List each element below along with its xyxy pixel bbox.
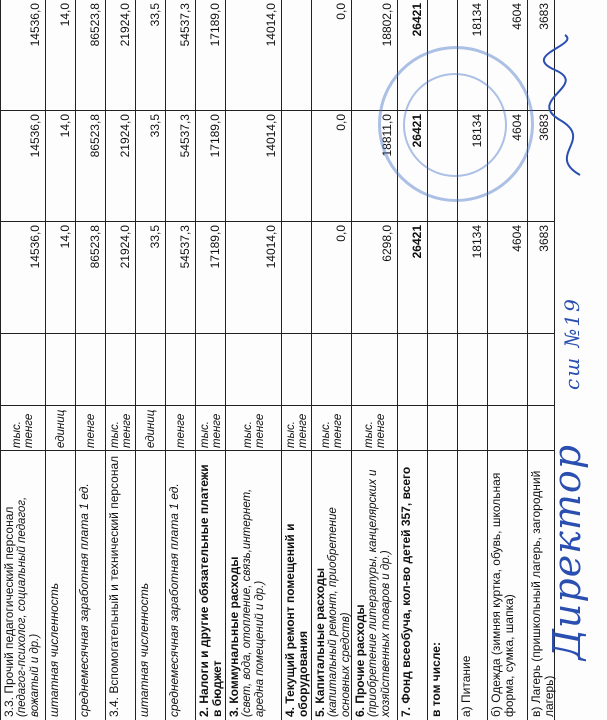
value-cell: 33,5 xyxy=(136,110,165,221)
unit-cell: тенге xyxy=(166,405,195,450)
row-label-cell xyxy=(136,450,165,720)
value-cell: 18802,0 xyxy=(380,3,394,47)
value-cell: 6298,0 xyxy=(352,221,397,333)
table-row xyxy=(312,0,352,720)
unit-cell xyxy=(428,405,457,450)
value-cell xyxy=(282,221,311,333)
value-cell: 14,0 xyxy=(46,221,75,333)
value-cell xyxy=(282,0,311,110)
value-cell: 86523,8 xyxy=(76,221,105,333)
value-cell xyxy=(282,110,311,221)
row-label: 3.3. Прочий педагогический персонал xyxy=(2,506,16,717)
row-label-cell xyxy=(226,450,281,720)
unit-cell: единиц xyxy=(46,405,75,450)
official-stamp xyxy=(378,46,534,202)
school-note: сш №19 xyxy=(560,297,584,390)
row-label: среднемесячная заработная плата 1 ед. xyxy=(167,483,181,717)
empty-cell xyxy=(282,333,311,405)
row-label: а) Питание xyxy=(459,655,473,717)
director-signature-text: Директор xyxy=(545,443,589,660)
unit-cell xyxy=(398,405,427,450)
value-cell: 18811,0 xyxy=(352,110,397,221)
row-label-cell xyxy=(196,450,225,720)
signature-scribble xyxy=(540,30,600,180)
row-label-cell xyxy=(488,450,527,720)
value-cell: 14,0 xyxy=(46,110,75,221)
empty-cell xyxy=(46,333,75,405)
value-cell: 54537,3 xyxy=(166,110,195,221)
value-cell: 3683 xyxy=(528,110,554,221)
value-cell: 21924,0 xyxy=(106,221,135,333)
row-label-cell xyxy=(428,450,457,720)
value-cell: 14014,0 xyxy=(264,3,278,47)
value-cell: 0,0 xyxy=(312,110,351,221)
row-label-cell xyxy=(166,450,195,720)
unit-cell xyxy=(458,405,487,450)
value-cell: 26421 xyxy=(410,3,424,37)
value-cell: 26421 xyxy=(398,221,427,333)
value-cell: 4604 xyxy=(488,221,527,333)
row-label-cell xyxy=(106,450,135,720)
row-label: в том числе: xyxy=(429,642,443,717)
row-label: 6. Прочие расходы xyxy=(353,604,367,717)
value-cell: 18134 xyxy=(458,221,487,333)
unit-cell: тыс. тенге xyxy=(226,405,281,450)
row-label-cell xyxy=(458,450,487,720)
value-cell: 0,0 xyxy=(312,221,351,333)
table-row xyxy=(226,0,282,720)
value-cell: 21924,0 xyxy=(106,110,135,221)
empty-cell xyxy=(136,333,165,405)
row-label-cell xyxy=(46,450,75,720)
unit-cell: тыс. тенге xyxy=(196,405,225,450)
unit-cell xyxy=(488,405,527,450)
value-cell xyxy=(428,221,457,333)
value-cell: 14536,0 xyxy=(28,3,42,47)
value-cell: 26421 xyxy=(398,110,427,221)
empty-cell xyxy=(166,333,195,405)
value-cell: 14014,0 xyxy=(226,110,281,221)
unit-cell: тыс. тенге xyxy=(352,405,397,450)
empty-cell xyxy=(528,333,554,405)
value-cell: 33,5 xyxy=(148,3,162,27)
table-row xyxy=(196,0,226,720)
row-label: 3.4. Вспомогательный и технический персонал xyxy=(107,455,121,717)
table-row xyxy=(1,0,46,720)
row-label-cell xyxy=(282,450,311,720)
table-row xyxy=(166,0,196,720)
empty-cell xyxy=(76,333,105,405)
value-cell: 54537,3 xyxy=(166,221,195,333)
row-sublabel: (капитальный ремонт, приобретение основных средств) xyxy=(327,507,352,717)
value-cell: 0,0 xyxy=(334,3,348,20)
row-sublabel: (приобретение литературы, канцелярских и хозяйственных товаров и др.) xyxy=(367,469,392,717)
empty-cell xyxy=(428,333,457,405)
value-cell: 3683 xyxy=(528,221,554,333)
table-row xyxy=(46,0,76,720)
row-sublabel: (свет, вода, отопление, связь,интернет, аредна помещений и др.) xyxy=(241,488,266,717)
empty-cell xyxy=(488,333,527,405)
value-cell: 17189,0 xyxy=(196,110,225,221)
unit-cell: тыс. тенге xyxy=(312,405,351,450)
unit-cell: тыс. тенге xyxy=(1,405,45,450)
value-cell: 14,0 xyxy=(58,3,72,27)
empty-cell xyxy=(312,333,351,405)
row-label-cell xyxy=(312,450,351,720)
value-cell: 86523,8 xyxy=(88,3,102,47)
row-label: 4. Текущий ремонт помещений и оборудования xyxy=(283,523,310,717)
row-label: в) Лагерь (пришкольный лагерь, загородний лагерь) xyxy=(529,470,556,717)
row-label: 5. Капитальные расходы xyxy=(313,567,327,717)
unit-cell: тенге xyxy=(76,405,105,450)
empty-cell xyxy=(352,333,397,405)
row-label: 3. Коммунальные расходы xyxy=(227,556,241,717)
empty-cell xyxy=(458,333,487,405)
value-cell: 86523,8 xyxy=(76,110,105,221)
value-cell: 17189,0 xyxy=(208,3,222,47)
row-label-cell xyxy=(352,450,397,720)
empty-cell xyxy=(196,333,225,405)
value-cell: 18134 xyxy=(470,3,484,37)
value-cell: 4604 xyxy=(488,110,527,221)
row-sublabel: (педагог-психолог, социальный педагог, вожатый и др.) xyxy=(16,496,41,717)
table-row xyxy=(136,0,166,720)
row-label-cell xyxy=(1,450,45,720)
row-label: среднемесячная заработная плата 1 ед. xyxy=(77,483,91,717)
table-row xyxy=(106,0,136,720)
table-row xyxy=(282,0,312,720)
value-cell: 33,5 xyxy=(136,221,165,333)
value-cell: 14536,0 xyxy=(1,110,45,221)
value-cell: 18134 xyxy=(458,110,487,221)
row-label: б) Одежда (зимняя куртка, обувь, школьная форма, сумка, шапка) xyxy=(489,472,516,717)
table-row xyxy=(76,0,106,720)
value-cell: 4604 xyxy=(510,3,524,30)
row-label: 2. Налоги и другие обязательные платежи в бюджет xyxy=(197,464,224,717)
value-cell: 14536,0 xyxy=(1,221,45,333)
empty-cell xyxy=(1,333,45,405)
empty-cell xyxy=(226,333,281,405)
row-label: штатная численность xyxy=(47,582,61,717)
unit-cell: единиц xyxy=(136,405,165,450)
unit-cell: тыс. тенге xyxy=(106,405,135,450)
row-label: штатная численность xyxy=(137,582,151,717)
unit-cell: тыс. тенге xyxy=(282,405,311,450)
value-cell: 3683 xyxy=(537,3,551,30)
value-cell: 17189,0 xyxy=(196,221,225,333)
value-cell: 54537,3 xyxy=(178,3,192,47)
empty-cell xyxy=(398,333,427,405)
row-label-cell xyxy=(398,450,427,720)
empty-cell xyxy=(106,333,135,405)
value-cell: 14014,0 xyxy=(226,221,281,333)
value-cell: 21924,0 xyxy=(118,3,132,47)
row-label-cell xyxy=(76,450,105,720)
row-label: 7. Фонд всеобуча, кол-во детей 357, всего xyxy=(399,466,413,717)
